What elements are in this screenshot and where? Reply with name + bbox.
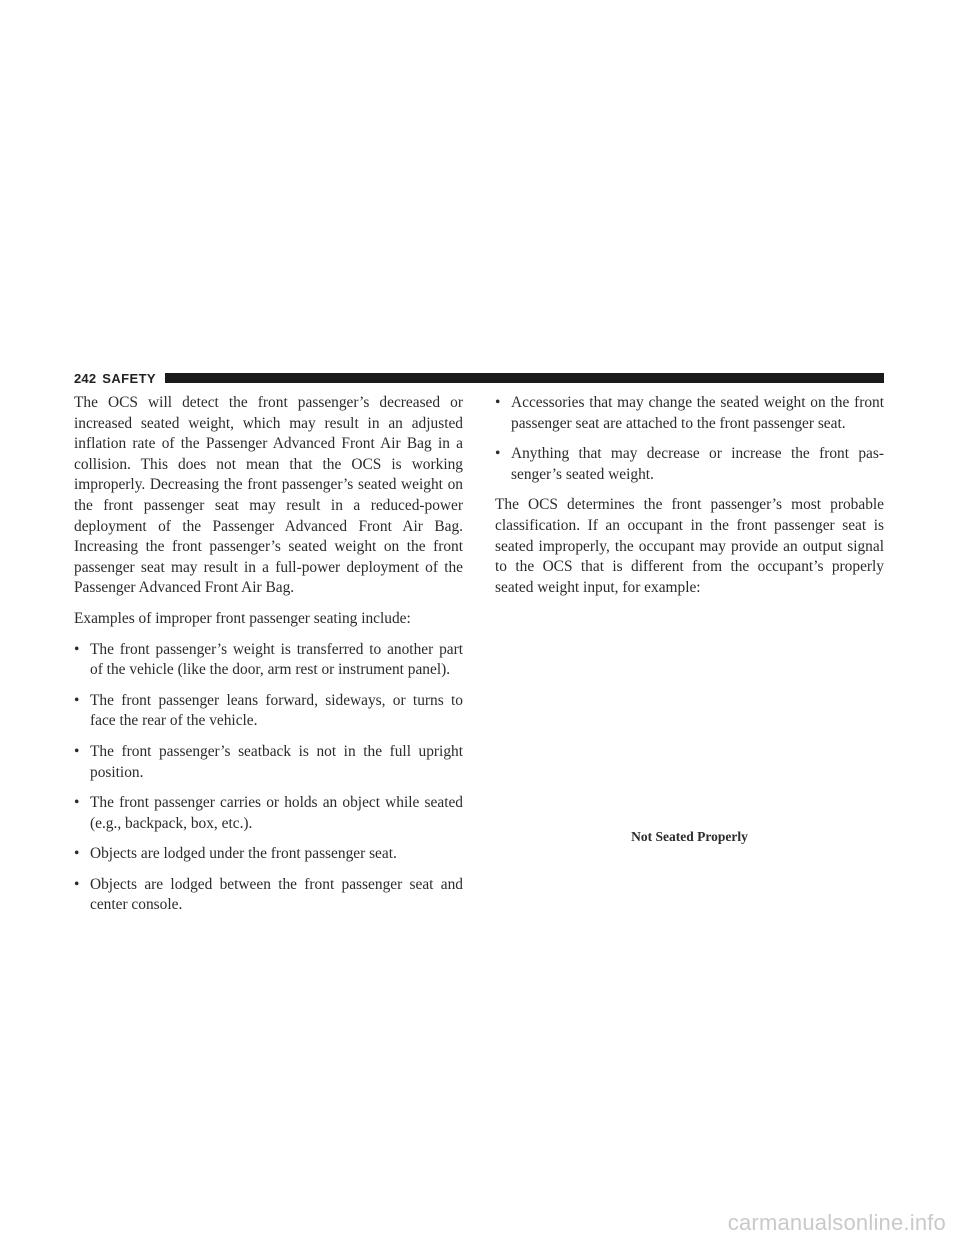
list-item-text: Objects are lodged under the front passenger seat. <box>90 845 397 863</box>
bullet-list <box>74 640 463 917</box>
bullet-icon: • <box>74 691 80 709</box>
right-column <box>495 393 884 608</box>
list-item-text: Anything that may decrease or increase the front pas- senger’s seated weight. <box>511 445 884 483</box>
figure-caption: Not Seated Properly <box>631 829 748 844</box>
list-item <box>495 444 884 485</box>
bullet-icon: • <box>74 794 80 812</box>
list-item-text: The front passenger leans forward, sideways, or turns to face the rear of the vehicle. <box>90 691 463 730</box>
body-paragraph: The OCS determines the front passenger’s most probable classification. If an occupant in the front passenger seat is seated improperly, the occupant may provide an output signal to the OCS that is different from the occupant’s properly seated weight input, for example: <box>495 496 884 596</box>
list-item <box>74 844 463 865</box>
figure-not-seated-properly <box>495 620 884 860</box>
bullet-icon: • <box>74 875 80 893</box>
list-item <box>74 875 463 916</box>
list-item-text: Objects are lodged between the front passenger seat and center console. <box>90 875 463 914</box>
page-number: 242 <box>74 370 97 386</box>
bullet-icon: • <box>495 394 501 411</box>
body-paragraph: The OCS will detect the front passenger’s decreased or increased seated weight, which may result in an adjusted inflation rate of the Passenger Advanced Front Air Bag in a collision. This does not mean that the OCS is working improperly. Decreasing the front passenger’s seated weight on the front passenger seat may result in a reduced-power deployment of the Passenger Advanced Front Air Bag. Increasing the front passenger’s seated weight on the front passenger seat may result in a full-power deployment of the Passenger Advanced Front Air Bag. <box>74 394 463 597</box>
bullet-icon: • <box>74 845 80 863</box>
bullet-icon: • <box>74 640 80 658</box>
bullet-icon: • <box>74 742 80 760</box>
list-item <box>74 742 463 783</box>
list-item-text: Accessories that may change the seated weight on the front passenger seat are attached to the front passenger seat. <box>511 394 884 432</box>
body-paragraph: Examples of improper front passenger seating include: <box>74 609 411 627</box>
list-item <box>74 793 463 834</box>
list-item-text: The front passenger’s weight is transferred to another part of the vehicle (like the door, arm rest or instrument panel). <box>90 640 463 679</box>
watermark: carmanualsonline.info <box>727 1210 946 1235</box>
list-item <box>495 393 884 434</box>
bullet-icon: • <box>495 445 501 463</box>
page-header <box>74 370 884 386</box>
header-rule <box>165 373 884 383</box>
bullet-list <box>495 393 884 485</box>
left-column <box>74 393 463 926</box>
list-item-text: The front passenger carries or holds an object while seated (e.g., backpack, box, etc.). <box>90 794 463 832</box>
section-title: SAFETY <box>102 370 156 386</box>
list-item <box>74 640 463 681</box>
list-item <box>74 691 463 732</box>
list-item-text: The front passenger’s seatback is not in the full upright position. <box>90 742 463 781</box>
